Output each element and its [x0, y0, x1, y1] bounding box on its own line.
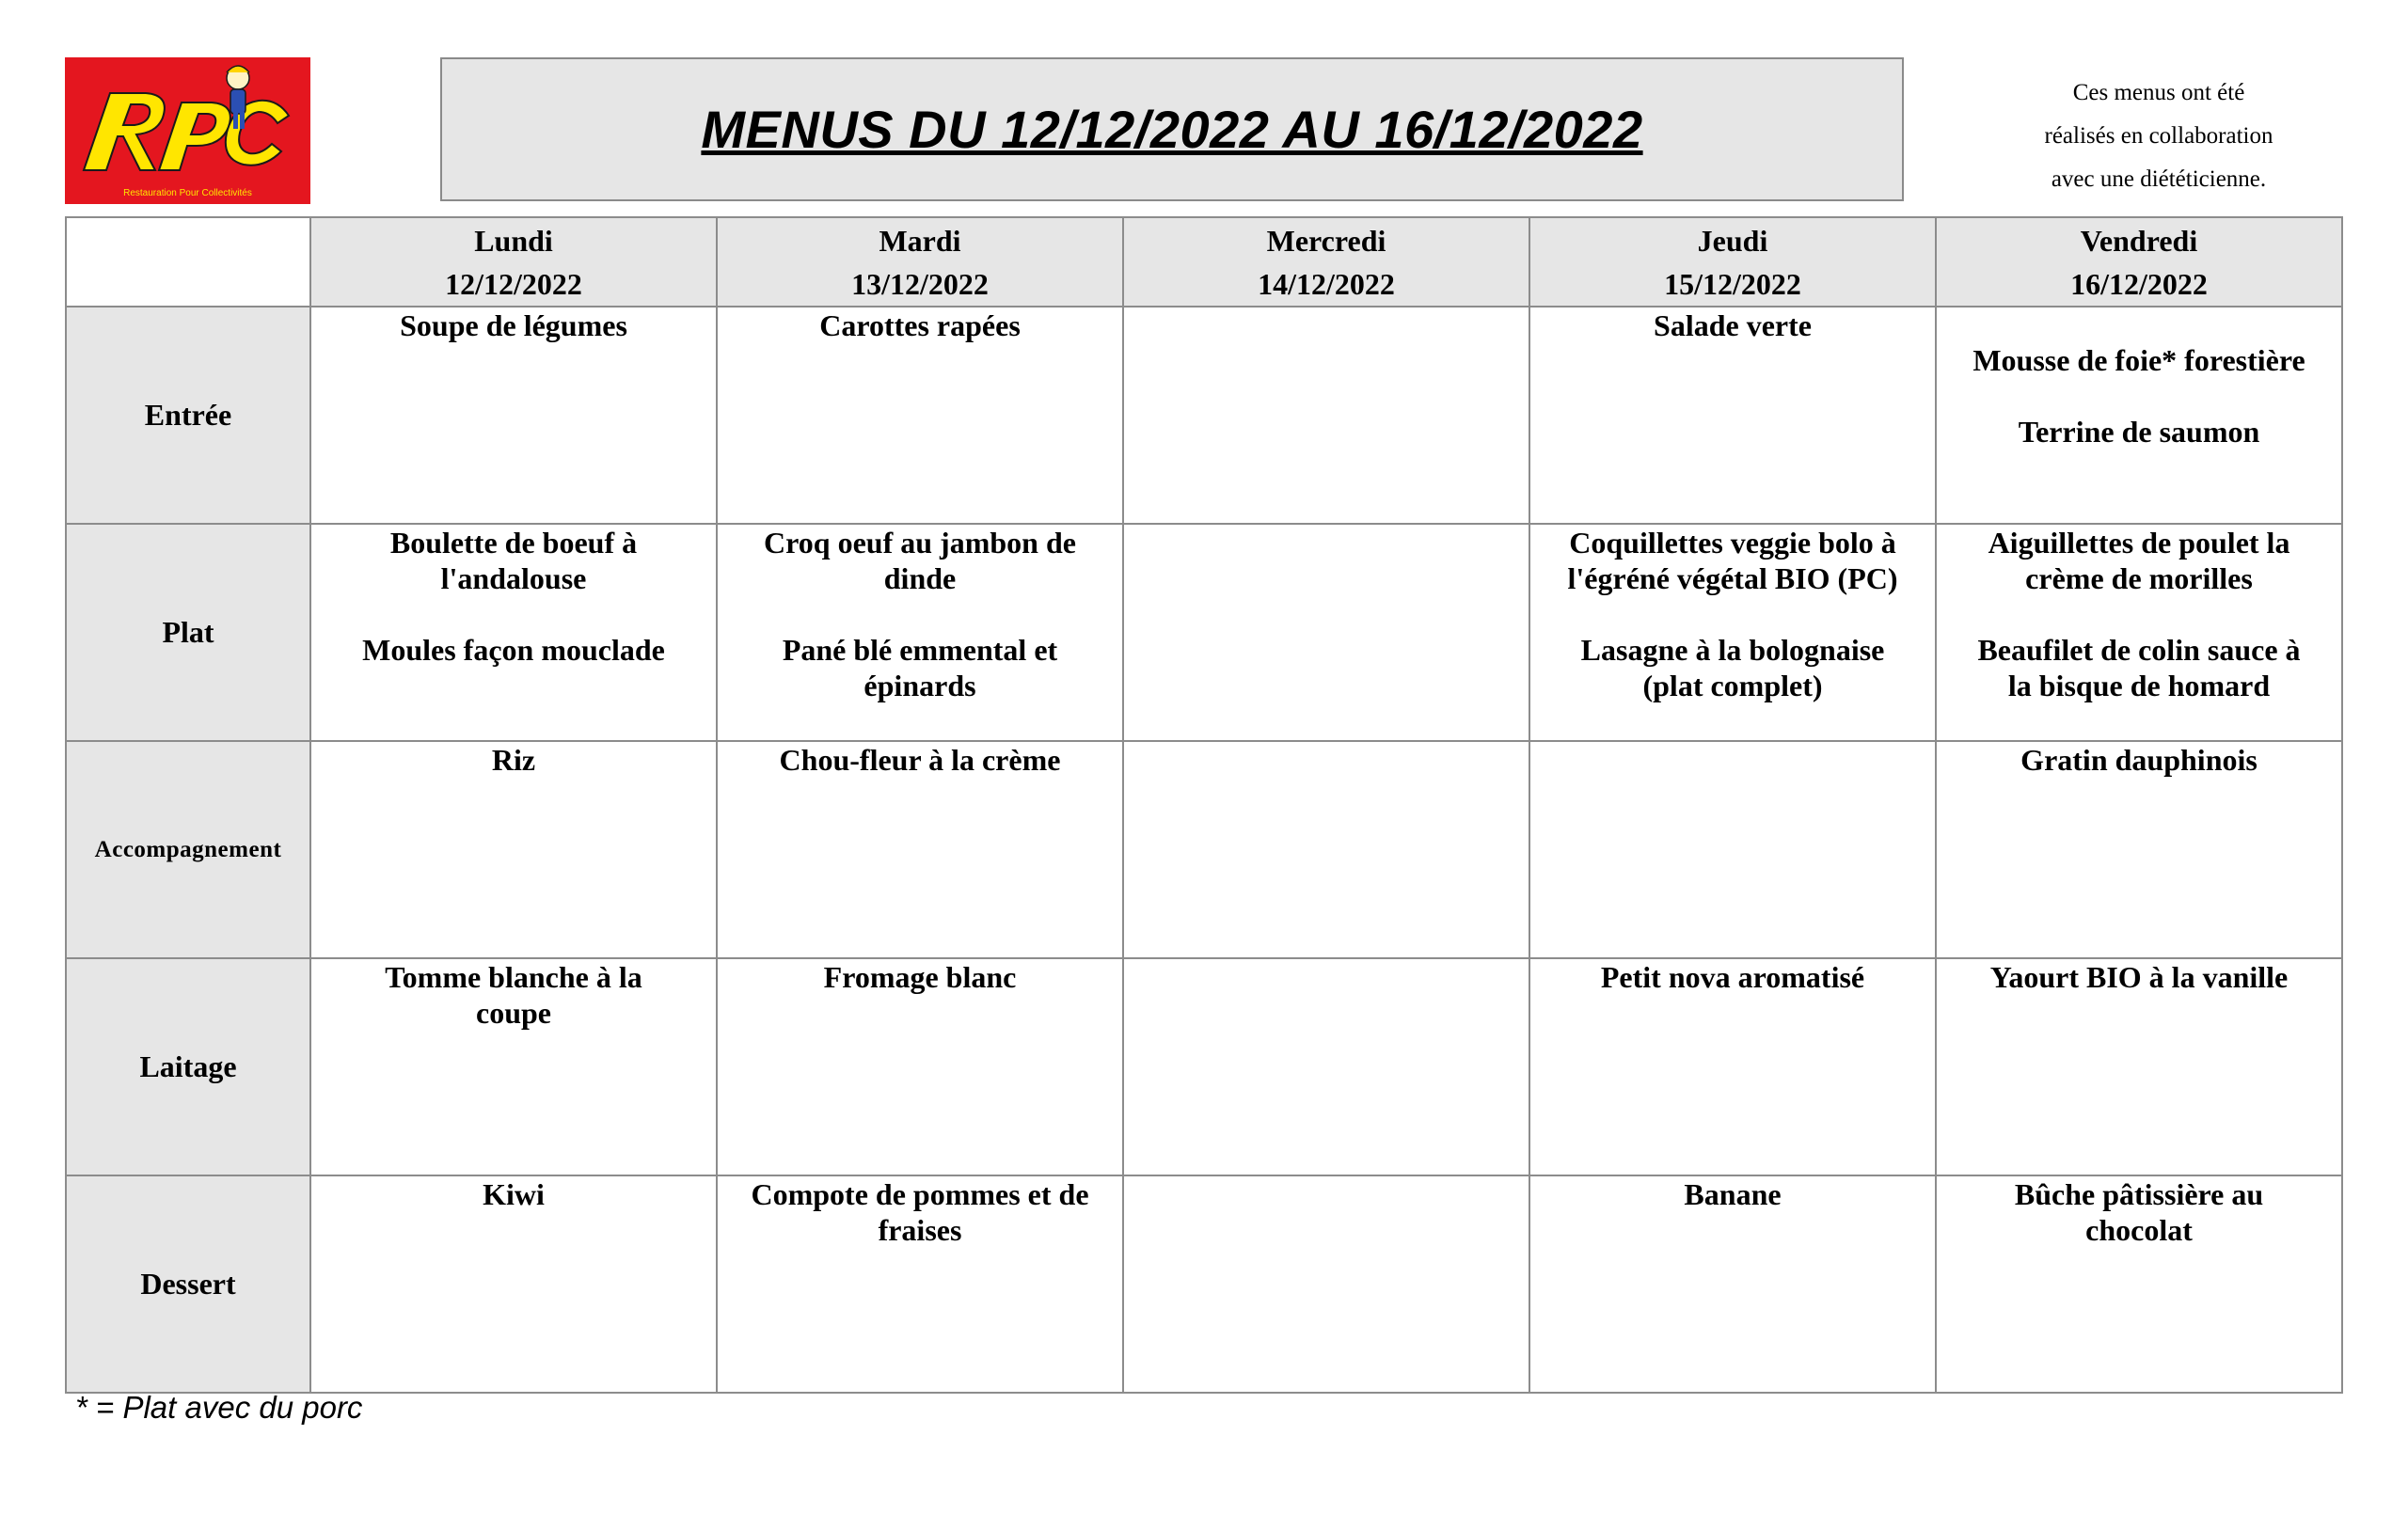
menu-cell-laitage-lundi: [310, 958, 717, 1175]
menu-cell-laitage-mardi: [717, 958, 1123, 1175]
dish-line: Banane: [1684, 1177, 1782, 1211]
dish-line: Terrine de saumon: [2018, 415, 2260, 449]
day-header-jeudi: [1529, 217, 1936, 307]
pork-footnote: * = Plat avec du porc: [75, 1390, 363, 1425]
day-name: Jeudi: [1697, 223, 1768, 258]
dish-line: la bisque de homard: [2007, 669, 2271, 702]
row-label-entree: Entrée: [66, 307, 310, 524]
day-header-mercredi: [1123, 217, 1529, 307]
menu-table: [65, 216, 2343, 1394]
menu-cell-accompagnement-lundi: [310, 741, 717, 958]
dish-line: dinde: [883, 561, 957, 595]
day-date: 15/12/2022: [1664, 266, 1801, 301]
menu-cell-laitage-mercredi: [1123, 958, 1529, 1175]
dish-line: Mousse de foie* forestière: [1972, 343, 2305, 377]
dish-line: crème de morilles: [2025, 561, 2253, 595]
menu-cell-dessert-jeudi: [1529, 1175, 1936, 1393]
menu-cell-accompagnement-mardi: [717, 741, 1123, 958]
dish-line: Kiwi: [483, 1177, 545, 1211]
dish-line: Salade verte: [1654, 308, 1812, 342]
row-label-dessert: Dessert: [66, 1175, 310, 1393]
dish-line: Moules façon mouclade: [362, 633, 665, 667]
dish-line: Riz: [491, 743, 536, 777]
dish-line: Pané blé emmental et: [782, 633, 1058, 667]
menu-cell-plat-mercredi: [1123, 524, 1529, 741]
day-date: 13/12/2022: [851, 266, 989, 301]
note-line: réalisés en collaboration: [2044, 123, 2273, 149]
dish-line: Fromage blanc: [823, 960, 1017, 994]
line-gap: [1942, 378, 2336, 414]
day-date: 12/12/2022: [445, 266, 582, 301]
menu-cell-laitage-vendredi: [1936, 958, 2342, 1175]
menu-cell-accompagnement-mercredi: [1123, 741, 1529, 958]
dietitian-note: [1956, 71, 2361, 201]
table-row: [66, 307, 2342, 524]
day-date: 16/12/2022: [2070, 266, 2208, 301]
line-gap: [317, 596, 710, 632]
dish-line: Carottes rapées: [819, 308, 1021, 342]
dish-line: Beaufilet de colin sauce à: [1977, 633, 2301, 667]
logo-caption: Restauration Pour Collectivités: [123, 188, 252, 198]
menu-body: [66, 307, 2342, 1393]
menu-cell-dessert-mardi: [717, 1175, 1123, 1393]
dish-line: Lasagne à la bolognaise: [1580, 633, 1885, 667]
dish-line: Chou-fleur à la crème: [779, 743, 1061, 777]
day-name: Lundi: [474, 223, 553, 258]
day-header-vendredi: [1936, 217, 2342, 307]
day-name: Mardi: [879, 223, 961, 258]
rpc-logo: [65, 57, 310, 204]
note-line: avec une diététicienne.: [2051, 166, 2267, 192]
row-label-accompagnement: Accompagnement: [66, 741, 310, 958]
dish-line: Gratin dauphinois: [2020, 743, 2258, 777]
menu-cell-dessert-vendredi: [1936, 1175, 2342, 1393]
dish-line: épinards: [863, 669, 976, 702]
day-header-lundi: [310, 217, 717, 307]
day-name: Vendredi: [2080, 223, 2198, 258]
menu-cell-plat-vendredi: [1936, 524, 2342, 741]
table-row: [66, 741, 2342, 958]
dish-line: Bûche pâtissière au: [2014, 1177, 2264, 1211]
menu-cell-accompagnement-vendredi: [1936, 741, 2342, 958]
rpc-logo-graphic: [65, 57, 310, 204]
title-box: [440, 57, 1904, 201]
dish-line: Petit nova aromatisé: [1600, 960, 1865, 994]
menu-cell-entree-lundi: [310, 307, 717, 524]
dish-line: Coquillettes veggie bolo à: [1569, 526, 1896, 560]
day-date: 14/12/2022: [1258, 266, 1395, 301]
menu-cell-plat-mardi: [717, 524, 1123, 741]
row-label-laitage: Laitage: [66, 958, 310, 1175]
dish-line: (plat complet): [1642, 669, 1823, 702]
dish-line: Yaourt BIO à la vanille: [1989, 960, 2289, 994]
dish-line: chocolat: [2085, 1213, 2193, 1247]
table-row: [66, 1175, 2342, 1393]
dish-line: l'égréné végétal BIO (PC): [1567, 561, 1898, 595]
day-name: Mercredi: [1266, 223, 1386, 258]
menu-cell-accompagnement-jeudi: [1529, 741, 1936, 958]
dish-line: Croq oeuf au jambon de: [764, 526, 1076, 560]
dish-line: Compote de pommes et de: [751, 1177, 1089, 1211]
dish-line: l'andalouse: [440, 561, 587, 595]
menu-cell-dessert-lundi: [310, 1175, 717, 1393]
menu-cell-plat-lundi: [310, 524, 717, 741]
menu-cell-entree-mardi: [717, 307, 1123, 524]
line-gap: [1942, 596, 2336, 632]
header-corner-cell: [66, 217, 310, 307]
line-gap: [723, 596, 1117, 632]
line-gap: [1536, 596, 1929, 632]
dish-line: Boulette de boeuf à: [389, 526, 638, 560]
menu-cell-dessert-mercredi: [1123, 1175, 1529, 1393]
menu-cell-entree-vendredi: [1936, 307, 2342, 524]
dish-line: Aiguillettes de poulet la: [1988, 526, 2290, 560]
day-header-mardi: [717, 217, 1123, 307]
page-title: MENUS DU 12/12/2022 AU 16/12/2022: [701, 100, 1643, 159]
menu-cell-entree-jeudi: [1529, 307, 1936, 524]
row-label-plat: Plat: [66, 524, 310, 741]
dish-line: fraises: [878, 1213, 962, 1247]
menu-cell-laitage-jeudi: [1529, 958, 1936, 1175]
menu-cell-plat-jeudi: [1529, 524, 1936, 741]
table-header-row: [66, 217, 2342, 307]
note-line: Ces menus ont été: [2072, 80, 2245, 105]
menu-cell-entree-mercredi: [1123, 307, 1529, 524]
dish-line: Tomme blanche à la: [385, 960, 642, 994]
dish-line: coupe: [476, 996, 551, 1030]
table-row: [66, 524, 2342, 741]
dish-line: Soupe de légumes: [400, 308, 627, 342]
table-row: [66, 958, 2342, 1175]
